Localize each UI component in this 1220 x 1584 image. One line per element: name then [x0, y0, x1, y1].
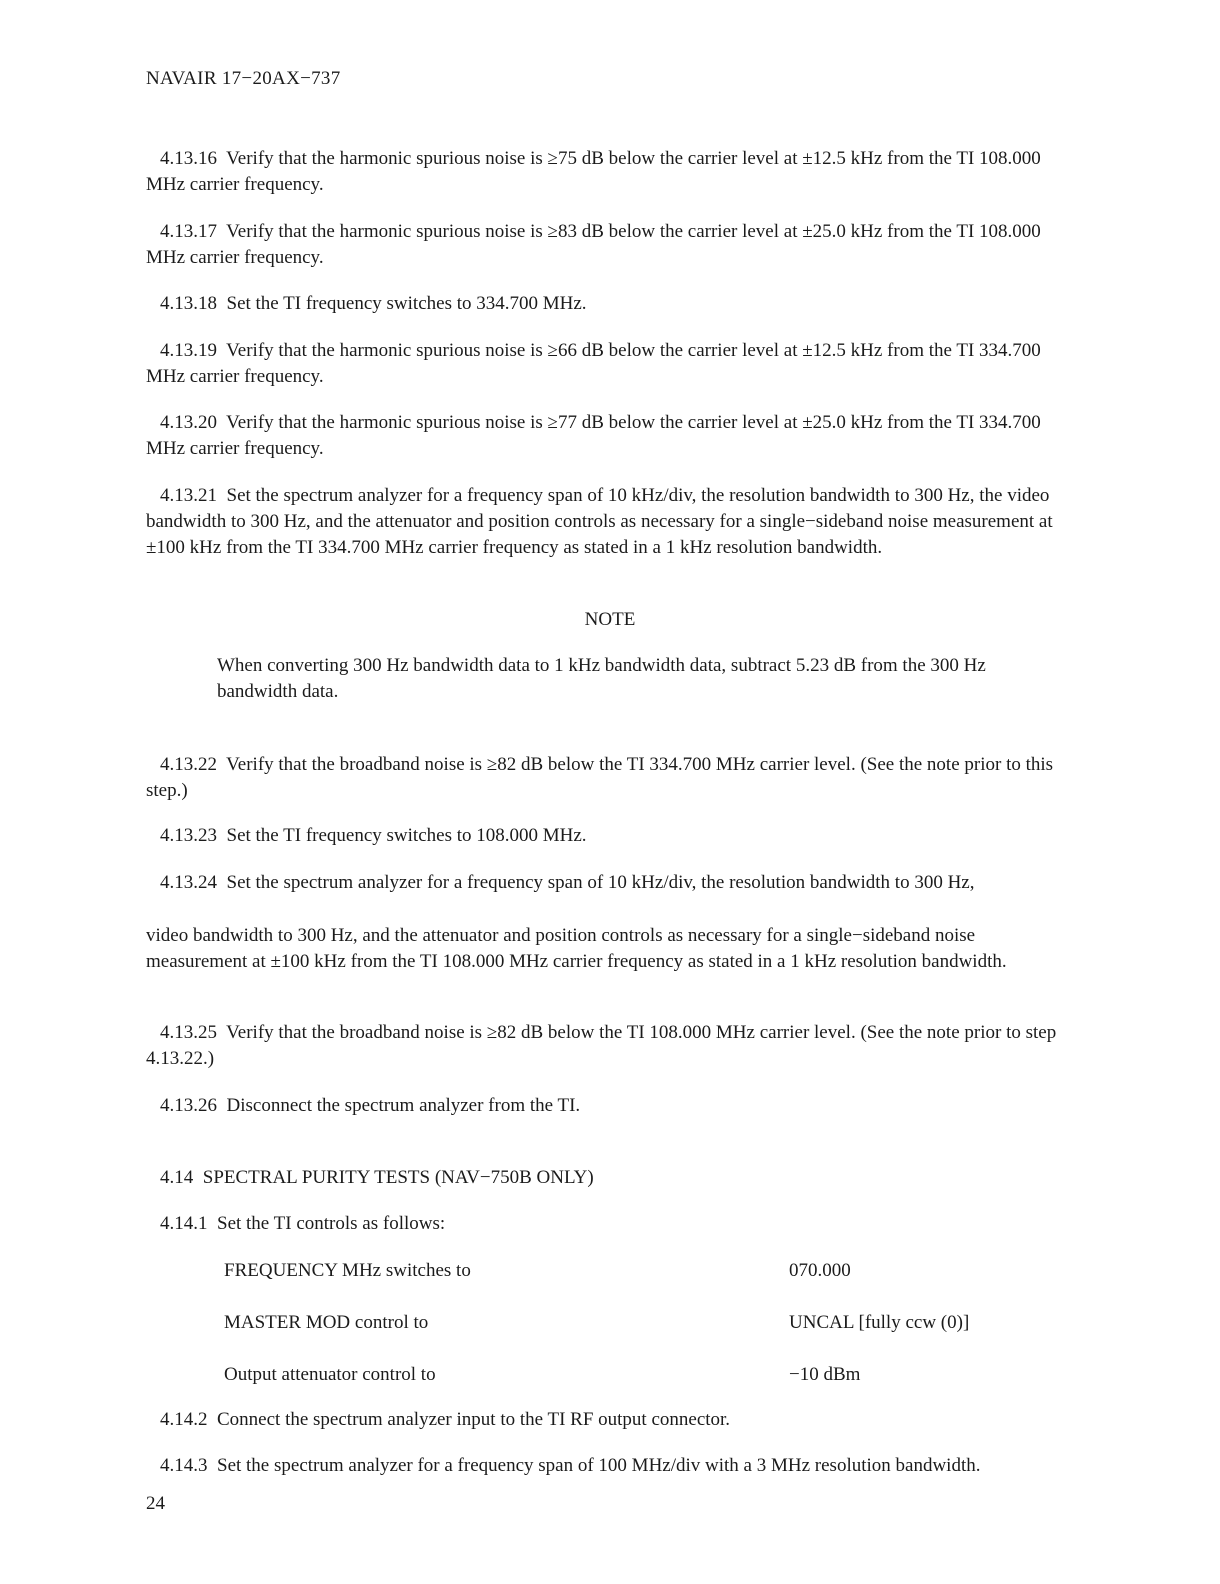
step-text: Set the TI frequency switches to 108.000 MHz.: [226, 825, 587, 846]
paragraph-4-13-17: [146, 219, 1066, 271]
step-text: Set the spectrum analyzer for a frequency span of 10 kHz/div, the resolution bandwidth to 300 Hz, the video bandwidth to 300 Hz, and the attenuator and position controls as necessary for a single−sideband noise measurement at ±100 kHz from the TI 334.700 MHz carrier frequency as stated in a 1 kHz resolution bandwidth.: [146, 485, 1053, 558]
setting-value: UNCAL [fully ccw (0)]: [789, 1312, 970, 1333]
section-number: 4.14: [160, 1167, 194, 1188]
step-number: 4.13.21: [160, 485, 217, 506]
step-text: Verify that the broadband noise is ≥82 dB below the TI 334.700 MHz carrier level. (See the note prior to this step.): [146, 754, 1054, 801]
step-number: 4.13.22: [160, 754, 217, 775]
page-number: 24: [146, 1493, 165, 1514]
paragraph-4-13-25: [146, 1020, 1066, 1072]
paragraph-4-14-1: [146, 1211, 1066, 1237]
step-text: Set the spectrum analyzer for a frequency span of 10 kHz/div, the resolution bandwidth to 300 Hz,: [226, 872, 975, 893]
step-number: 4.13.18: [160, 293, 217, 314]
step-number: 4.13.23: [160, 825, 217, 846]
paragraph-4-13-23: [146, 823, 1066, 849]
page-header: NAVAIR 17−20AX−737: [146, 68, 341, 89]
paragraph-4-13-22: [146, 752, 1066, 804]
step-text: Set the TI frequency switches to 334.700 MHz.: [226, 293, 587, 314]
paragraph-4-14-2: [146, 1407, 1066, 1433]
step-number: 4.14.1: [160, 1213, 208, 1234]
step-number: 4.14.2: [160, 1409, 208, 1430]
note-title: NOTE: [584, 609, 636, 630]
paragraph-4-13-20: [146, 410, 1066, 462]
step-number: 4.14.3: [160, 1455, 208, 1476]
paragraph-4-14-3: [146, 1453, 1066, 1479]
paragraph-4-13-24-continued: [146, 923, 1066, 975]
setting-label: FREQUENCY MHz switches to: [224, 1260, 471, 1281]
section-heading-4-14: [146, 1165, 1066, 1191]
step-number: 4.13.16: [160, 148, 217, 169]
step-text: Verify that the harmonic spurious noise is ≥77 dB below the carrier level at ±25.0 kHz from the TI 334.700 MHz carrier frequency.: [146, 412, 1041, 459]
paragraph-4-13-21: [146, 483, 1066, 561]
step-number: 4.13.24: [160, 872, 217, 893]
paragraph-4-13-16: [146, 146, 1066, 198]
step-text: Set the spectrum analyzer for a frequency span of 100 MHz/div with a 3 MHz resolution bandwidth.: [217, 1455, 981, 1476]
setting-label: Output attenuator control to: [224, 1364, 436, 1385]
step-text: Verify that the harmonic spurious noise is ≥83 dB below the carrier level at ±25.0 kHz from the TI 108.000 MHz carrier frequency.: [146, 221, 1041, 268]
setting-value: 070.000: [789, 1260, 851, 1281]
step-text: Connect the spectrum analyzer input to the TI RF output connector.: [217, 1409, 731, 1430]
paragraph-4-13-24: [146, 870, 1066, 896]
step-text: Verify that the harmonic spurious noise is ≥66 dB below the carrier level at ±12.5 kHz from the TI 334.700 MHz carrier frequency.: [146, 340, 1041, 387]
step-text: Verify that the harmonic spurious noise is ≥75 dB below the carrier level at ±12.5 kHz from the TI 108.000 MHz carrier frequency.: [146, 148, 1041, 195]
note-body: When converting 300 Hz bandwidth data to 1 kHz bandwidth data, subtract 5.23 dB from the 300 Hz bandwidth data.: [217, 655, 986, 702]
step-text: Set the TI controls as follows:: [217, 1213, 446, 1234]
setting-value: −10 dBm: [789, 1364, 861, 1385]
paragraph-4-13-19: [146, 338, 1066, 390]
section-title: SPECTRAL PURITY TESTS (NAV−750B ONLY): [202, 1167, 594, 1188]
step-number: 4.13.25: [160, 1022, 217, 1043]
step-number: 4.13.26: [160, 1095, 217, 1116]
paragraph-4-13-26: [146, 1093, 1066, 1119]
step-text: Disconnect the spectrum analyzer from the TI.: [226, 1095, 581, 1116]
setting-label: MASTER MOD control to: [224, 1312, 429, 1333]
step-number: 4.13.17: [160, 221, 217, 242]
step-text: Verify that the broadband noise is ≥82 dB below the TI 108.000 MHz carrier level. (See the note prior to step 4.13.22.): [146, 1022, 1057, 1069]
paragraph-4-13-18: [146, 291, 1066, 317]
step-number: 4.13.20: [160, 412, 217, 433]
step-number: 4.13.19: [160, 340, 217, 361]
step-text: video bandwidth to 300 Hz, and the attenuator and position controls as necessary for a single−sideband noise measurement at ±100 kHz from the TI 108.000 MHz carrier frequency as stated in a 1 kHz resolution bandwidth.: [146, 925, 1007, 972]
